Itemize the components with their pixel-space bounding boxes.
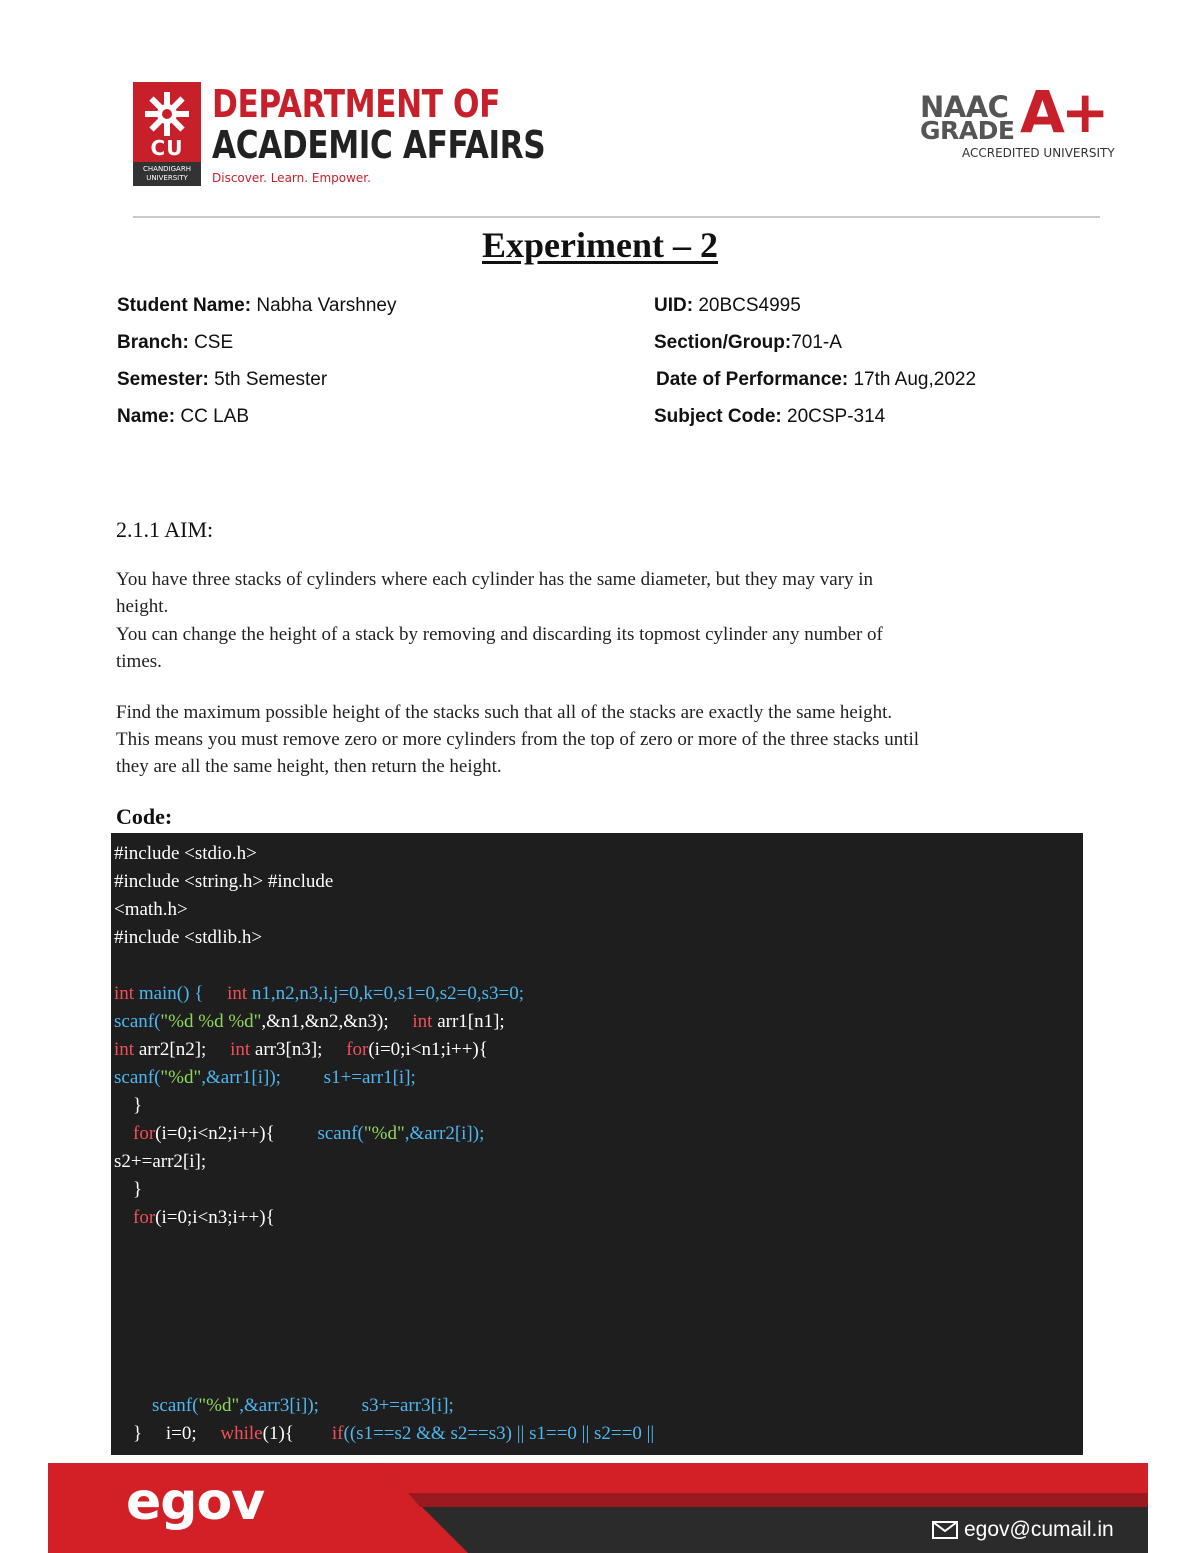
- aim-paragraph-1: You have three stacks of cylinders where each cylinder has the same diameter, but they may vary in height.: [116, 569, 874, 617]
- code-heading: Code:: [116, 804, 173, 829]
- naac-grade-value: A+: [1020, 78, 1106, 146]
- dept-title-line2: ACADEMIC AFFAIRS: [212, 123, 546, 167]
- code-line: } i=0; while(1){ if((s1==s2 && s2==s3) || s1==0 || s2==0 ||: [114, 1423, 655, 1444]
- branch-value: CSE: [194, 332, 234, 353]
- uid-row: UID: 20BCS4995: [654, 295, 801, 316]
- code-line: scanf("%d %d %d",&n1,&n2,&n3); int arr1[n1];: [114, 1011, 505, 1032]
- code-line: scanf("%d",&arr3[i]); s3+=arr3[i];: [114, 1395, 454, 1416]
- page-title: Experiment – 2: [482, 225, 718, 265]
- uid-value: 20BCS4995: [698, 295, 801, 316]
- name-value: CC LAB: [180, 406, 249, 427]
- aim-heading: 2.1.1 AIM:: [116, 517, 214, 542]
- naac-label: NAAC: [920, 90, 1009, 124]
- code-block: [111, 833, 1083, 1455]
- section-value: 701-A: [791, 332, 842, 353]
- code-line: int main() { int n1,n2,n3,i,j=0,k=0,s1=0,s2=0,s3=0;: [114, 983, 524, 1004]
- code-line: s2+=arr2[i];: [114, 1151, 207, 1172]
- naac-accredited: ACCREDITED UNIVERSITY: [962, 146, 1115, 160]
- student-name-value: Nabha Varshney: [256, 295, 397, 316]
- dept-title-line1: DEPARTMENT OF: [212, 82, 501, 126]
- code-line: }: [114, 1179, 143, 1200]
- code-line: for(i=0;i<n3;i++){: [133, 1207, 275, 1228]
- code-line: int arr2[n2]; int arr3[n3]; for(i=0;i<n1;i++){: [114, 1039, 488, 1060]
- code-line: #include <stdio.h>: [114, 843, 257, 864]
- footer-email-text[interactable]: egov@cumail.in: [964, 1518, 1114, 1541]
- aim-paragraph-3: Find the maximum possible height of the stacks such that all of the stacks are exactly the same height. This means you must remove zero or more cylinders from the top of zero or more of the three stacks until they are all the same height, then return the height.: [116, 702, 920, 777]
- code-line: }: [114, 1095, 143, 1116]
- cu-logo-text: CU: [150, 136, 184, 160]
- subject-code-row: Subject Code: 20CSP-314: [654, 406, 886, 427]
- cu-logo-subtext: CHANDIGARH UNIVERSITY: [133, 162, 201, 186]
- tagline: Discover. Learn. Empower.: [212, 171, 371, 185]
- cu-logo: [133, 82, 201, 186]
- code-line: #include <stdlib.h>: [114, 927, 263, 948]
- footer-email[interactable]: [932, 1518, 1114, 1542]
- student-name-row: Student Name: Nabha Varshney: [117, 295, 397, 316]
- date-row: Date of Performance: 17th Aug,2022: [656, 369, 977, 390]
- code-line: scanf("%d",&arr1[i]); s1+=arr1[i];: [114, 1067, 416, 1088]
- semester-value: 5th Semester: [214, 369, 328, 390]
- code-line: <math.h>: [114, 899, 188, 920]
- section-row: Section/Group:701-A: [654, 332, 842, 353]
- egov-logo: egov: [126, 1472, 265, 1532]
- semester-row: Semester: 5th Semester: [117, 369, 328, 390]
- code-line: for(i=0;i<n2;i++){ scanf("%d",&arr2[i]);: [133, 1123, 485, 1144]
- naac-grade-label: GRADE: [920, 116, 1015, 145]
- code-line: #include <string.h> #include: [114, 871, 334, 892]
- name-row: Name: CC LAB: [117, 406, 249, 427]
- date-value: 17th Aug,2022: [853, 369, 977, 390]
- mail-icon: [932, 1521, 958, 1539]
- gear-logo-icon: [141, 88, 193, 140]
- branch-row: Branch: CSE: [117, 332, 234, 353]
- aim-paragraph-2: You can change the height of a stack by removing and discarding its topmost cylinder any number of times.: [116, 624, 883, 672]
- header-divider: [133, 216, 1100, 218]
- subject-code-value: 20CSP-314: [787, 406, 886, 427]
